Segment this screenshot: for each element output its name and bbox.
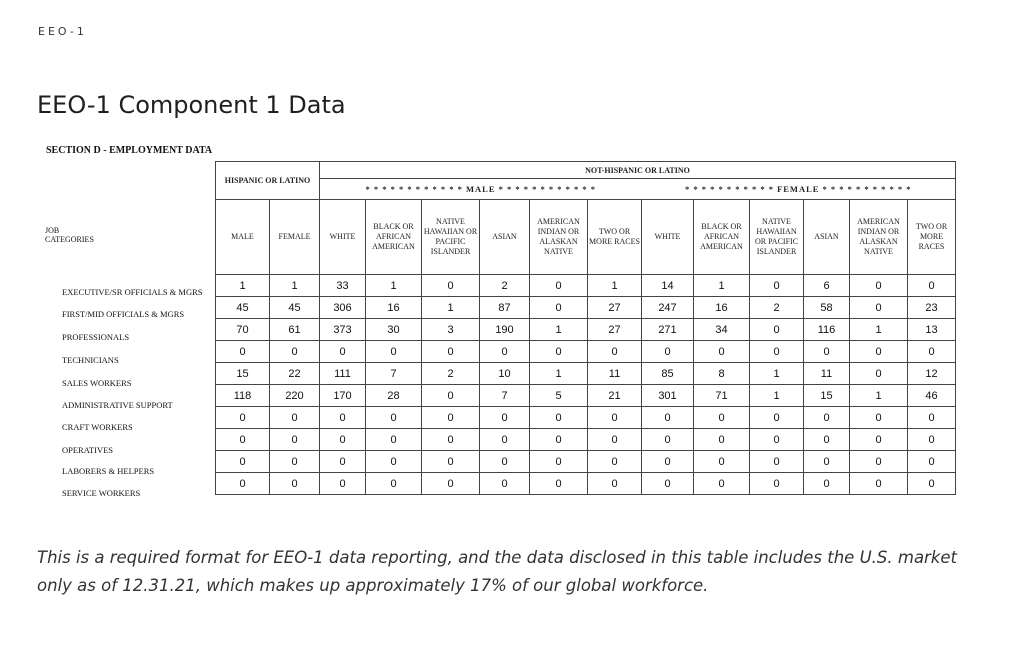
employment-data-table bbox=[215, 161, 956, 495]
column-header: NATIVE HAWAIIAN OR PACIFIC ISLANDER bbox=[422, 200, 480, 275]
table-cell: 0 bbox=[850, 275, 908, 297]
table-cell: 2 bbox=[480, 275, 530, 297]
job-category-label: TECHNICIANS bbox=[62, 355, 119, 365]
table-cell: 0 bbox=[216, 407, 270, 429]
table-cell: 0 bbox=[320, 473, 366, 495]
table-cell: 0 bbox=[642, 451, 694, 473]
job-category-label: CRAFT WORKERS bbox=[62, 422, 133, 432]
table-cell: 45 bbox=[270, 297, 320, 319]
table-cell: 0 bbox=[588, 473, 642, 495]
table-cell: 0 bbox=[750, 429, 804, 451]
table-cell: 170 bbox=[320, 385, 366, 407]
table-cell: 11 bbox=[804, 363, 850, 385]
table-cell: 23 bbox=[908, 297, 956, 319]
table-cell: 14 bbox=[642, 275, 694, 297]
table-cell: 0 bbox=[530, 429, 588, 451]
column-header: AMERICAN INDIAN OR ALASKAN NATIVE bbox=[850, 200, 908, 275]
table-cell: 0 bbox=[480, 341, 530, 363]
table-cell: 0 bbox=[530, 473, 588, 495]
table-cell: 12 bbox=[908, 363, 956, 385]
table-cell: 0 bbox=[750, 341, 804, 363]
table-cell: 0 bbox=[850, 341, 908, 363]
job-category-label: ADMINISTRATIVE SUPPORT bbox=[62, 400, 173, 410]
table-cell: 0 bbox=[216, 473, 270, 495]
table-cell: 220 bbox=[270, 385, 320, 407]
table-cell: 0 bbox=[270, 451, 320, 473]
table-cell: 0 bbox=[694, 429, 750, 451]
table-cell: 0 bbox=[908, 451, 956, 473]
table-cell: 301 bbox=[642, 385, 694, 407]
female-banner: * * * * * * * * * * * FEMALE * * * * * * * * * * * bbox=[642, 179, 956, 200]
table-cell: 0 bbox=[422, 451, 480, 473]
table-row bbox=[216, 341, 956, 363]
table-cell: 0 bbox=[366, 341, 422, 363]
table-cell: 0 bbox=[694, 341, 750, 363]
table-cell: 0 bbox=[270, 429, 320, 451]
column-header: NATIVE HAWAIIAN OR PACIFIC ISLANDER bbox=[750, 200, 804, 275]
table-cell: 0 bbox=[804, 429, 850, 451]
job-categories-label: JOB CATEGORIES bbox=[45, 226, 94, 244]
table-cell: 0 bbox=[694, 407, 750, 429]
table-cell: 1 bbox=[366, 275, 422, 297]
table-cell: 1 bbox=[530, 363, 588, 385]
table-cell: 0 bbox=[850, 451, 908, 473]
table-cell: 0 bbox=[422, 473, 480, 495]
table-cell: 0 bbox=[588, 429, 642, 451]
table-cell: 0 bbox=[850, 363, 908, 385]
footnote: This is a required format for EEO-1 data reporting, and the data disclosed in this table includes the U.S. market only as of 12.31.21, which makes up approximately 17% of our global workforce. bbox=[37, 548, 958, 595]
table-cell: 1 bbox=[588, 275, 642, 297]
column-header: ASIAN bbox=[480, 200, 530, 275]
table-cell: 5 bbox=[530, 385, 588, 407]
table-cell: 0 bbox=[422, 341, 480, 363]
table-cell: 0 bbox=[366, 473, 422, 495]
job-category-label: OPERATIVES bbox=[62, 445, 114, 455]
table-cell: 46 bbox=[908, 385, 956, 407]
table-cell: 0 bbox=[908, 429, 956, 451]
table-cell: 13 bbox=[908, 319, 956, 341]
table-cell: 30 bbox=[366, 319, 422, 341]
table-cell: 28 bbox=[366, 385, 422, 407]
table-cell: 1 bbox=[530, 319, 588, 341]
group-not-hispanic-header: NOT-HISPANIC OR LATINO bbox=[320, 162, 956, 179]
page-title: EEO-1 Component 1 Data bbox=[37, 91, 346, 119]
table-cell: 0 bbox=[908, 275, 956, 297]
table-cell: 11 bbox=[588, 363, 642, 385]
table-cell: 0 bbox=[320, 341, 366, 363]
table-cell: 0 bbox=[480, 473, 530, 495]
job-category-label: FIRST/MID OFFICIALS & MGRS bbox=[62, 309, 185, 319]
table-cell: 0 bbox=[804, 451, 850, 473]
table-cell: 0 bbox=[804, 341, 850, 363]
job-category-label: SALES WORKERS bbox=[62, 378, 132, 388]
table-cell: 0 bbox=[320, 407, 366, 429]
male-banner: * * * * * * * * * * * * MALE * * * * * * * * * * * * bbox=[320, 179, 642, 200]
table-cell: 0 bbox=[642, 429, 694, 451]
table-cell: 0 bbox=[270, 407, 320, 429]
column-header: TWO OR MORE RACES bbox=[908, 200, 956, 275]
group-hispanic-header: HISPANIC OR LATINO bbox=[216, 162, 320, 200]
table-row bbox=[216, 451, 956, 473]
table-cell: 247 bbox=[642, 297, 694, 319]
table-cell: 0 bbox=[850, 297, 908, 319]
table-cell: 33 bbox=[320, 275, 366, 297]
table-cell: 1 bbox=[850, 319, 908, 341]
table-cell: 15 bbox=[216, 363, 270, 385]
column-header: BLACK OR AFRICAN AMERICAN bbox=[366, 200, 422, 275]
table-cell: 0 bbox=[850, 407, 908, 429]
column-header: AMERICAN INDIAN OR ALASKAN NATIVE bbox=[530, 200, 588, 275]
table-cell: 7 bbox=[480, 385, 530, 407]
table-cell: 0 bbox=[530, 451, 588, 473]
table-cell: 1 bbox=[270, 275, 320, 297]
table-cell: 306 bbox=[320, 297, 366, 319]
table-cell: 0 bbox=[804, 473, 850, 495]
table-cell: 116 bbox=[804, 319, 850, 341]
table-cell: 111 bbox=[320, 363, 366, 385]
table-cell: 0 bbox=[694, 451, 750, 473]
table-cell: 2 bbox=[750, 297, 804, 319]
table-cell: 0 bbox=[694, 473, 750, 495]
section-label: SECTION D - EMPLOYMENT DATA bbox=[46, 145, 213, 156]
table-cell: 0 bbox=[480, 451, 530, 473]
table-cell: 271 bbox=[642, 319, 694, 341]
table-cell: 0 bbox=[530, 341, 588, 363]
table-cell: 1 bbox=[750, 385, 804, 407]
table-cell: 0 bbox=[588, 451, 642, 473]
table-cell: 22 bbox=[270, 363, 320, 385]
table-cell: 0 bbox=[422, 429, 480, 451]
table-cell: 0 bbox=[750, 319, 804, 341]
table-body bbox=[216, 275, 956, 495]
table-cell: 27 bbox=[588, 297, 642, 319]
table-cell: 0 bbox=[530, 297, 588, 319]
table-cell: 0 bbox=[422, 407, 480, 429]
table-cell: 1 bbox=[422, 297, 480, 319]
job-category-label: LABORERS & HELPERS bbox=[62, 466, 155, 476]
table-cell: 58 bbox=[804, 297, 850, 319]
table-cell: 7 bbox=[366, 363, 422, 385]
table-cell: 0 bbox=[750, 407, 804, 429]
table-cell: 0 bbox=[750, 275, 804, 297]
table-cell: 6 bbox=[804, 275, 850, 297]
table-cell: 0 bbox=[908, 407, 956, 429]
table-cell: 0 bbox=[366, 451, 422, 473]
table-cell: 190 bbox=[480, 319, 530, 341]
column-header: TWO OR MORE RACES bbox=[588, 200, 642, 275]
table-cell: 61 bbox=[270, 319, 320, 341]
table-cell: 0 bbox=[480, 429, 530, 451]
column-header: BLACK OR AFRICAN AMERICAN bbox=[694, 200, 750, 275]
table-cell: 8 bbox=[694, 363, 750, 385]
table-cell: 27 bbox=[588, 319, 642, 341]
table-cell: 0 bbox=[530, 275, 588, 297]
table-cell: 16 bbox=[694, 297, 750, 319]
table-cell: 0 bbox=[908, 473, 956, 495]
table-cell: 1 bbox=[850, 385, 908, 407]
table-cell: 0 bbox=[804, 407, 850, 429]
job-category-label: SERVICE WORKERS bbox=[62, 488, 141, 498]
table-row bbox=[216, 429, 956, 451]
table-cell: 0 bbox=[216, 341, 270, 363]
table-cell: 373 bbox=[320, 319, 366, 341]
column-header: WHITE bbox=[320, 200, 366, 275]
table-row bbox=[216, 473, 956, 495]
table-row bbox=[216, 407, 956, 429]
table-cell: 0 bbox=[642, 473, 694, 495]
table-cell: 0 bbox=[422, 275, 480, 297]
table-cell: 10 bbox=[480, 363, 530, 385]
column-header: MALE bbox=[216, 200, 270, 275]
table-cell: 0 bbox=[320, 451, 366, 473]
table-cell: 0 bbox=[642, 407, 694, 429]
table-cell: 87 bbox=[480, 297, 530, 319]
column-header: WHITE bbox=[642, 200, 694, 275]
table-cell: 0 bbox=[480, 407, 530, 429]
table-row bbox=[216, 275, 956, 297]
table-cell: 0 bbox=[750, 473, 804, 495]
table-cell: 34 bbox=[694, 319, 750, 341]
job-category-label: PROFESSIONALS bbox=[62, 332, 130, 342]
table-cell: 0 bbox=[216, 429, 270, 451]
eyebrow-label: EEO-1 bbox=[38, 25, 87, 38]
table-cell: 1 bbox=[216, 275, 270, 297]
table-row bbox=[216, 363, 956, 385]
table-cell: 0 bbox=[908, 341, 956, 363]
table-cell: 0 bbox=[750, 451, 804, 473]
column-header: ASIAN bbox=[804, 200, 850, 275]
table-cell: 15 bbox=[804, 385, 850, 407]
table-cell: 1 bbox=[750, 363, 804, 385]
table-cell: 3 bbox=[422, 319, 480, 341]
table-cell: 0 bbox=[422, 385, 480, 407]
column-header-row bbox=[216, 200, 956, 275]
table-row bbox=[216, 385, 956, 407]
table-cell: 118 bbox=[216, 385, 270, 407]
table-cell: 16 bbox=[366, 297, 422, 319]
table-cell: 21 bbox=[588, 385, 642, 407]
table-row bbox=[216, 319, 956, 341]
column-header: FEMALE bbox=[270, 200, 320, 275]
table-cell: 0 bbox=[588, 341, 642, 363]
table-cell: 0 bbox=[366, 407, 422, 429]
table-cell: 1 bbox=[694, 275, 750, 297]
table-cell: 0 bbox=[642, 341, 694, 363]
table-cell: 71 bbox=[694, 385, 750, 407]
job-category-label: EXECUTIVE/SR OFFICIALS & MGRS bbox=[62, 287, 203, 297]
table-cell: 0 bbox=[216, 451, 270, 473]
table-cell: 0 bbox=[320, 429, 366, 451]
table-cell: 0 bbox=[270, 341, 320, 363]
table-cell: 2 bbox=[422, 363, 480, 385]
table-cell: 85 bbox=[642, 363, 694, 385]
table-cell: 0 bbox=[850, 429, 908, 451]
table-cell: 0 bbox=[530, 407, 588, 429]
table-cell: 0 bbox=[270, 473, 320, 495]
table-cell: 0 bbox=[850, 473, 908, 495]
table-cell: 70 bbox=[216, 319, 270, 341]
table-cell: 0 bbox=[588, 407, 642, 429]
table-row bbox=[216, 297, 956, 319]
table-cell: 45 bbox=[216, 297, 270, 319]
table-cell: 0 bbox=[366, 429, 422, 451]
